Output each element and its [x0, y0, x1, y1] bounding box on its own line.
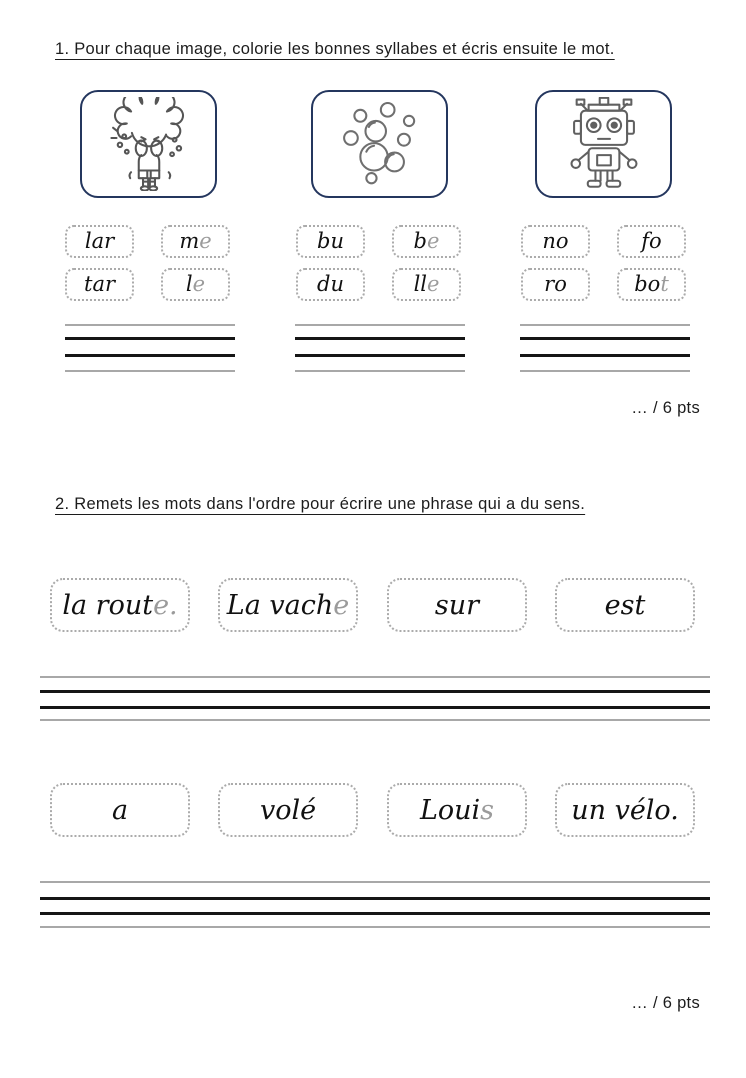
- syllable-text: m: [179, 229, 200, 253]
- syllable-text: fo: [641, 229, 662, 253]
- syllable-group-1: [65, 225, 230, 301]
- word-card[interactable]: [218, 783, 358, 837]
- word-silent-letters: s: [480, 794, 495, 826]
- syllable-box[interactable]: [65, 268, 134, 301]
- writing-line: [65, 337, 235, 340]
- syllable-silent-letters: e: [199, 229, 212, 253]
- syllable-box[interactable]: [296, 268, 365, 301]
- writing-line: [295, 337, 465, 340]
- crying-child-image: [93, 97, 205, 191]
- syllable-text: b: [413, 229, 427, 253]
- writing-line: [65, 370, 235, 372]
- writing-line: [40, 881, 710, 883]
- syllable-box[interactable]: [617, 268, 686, 301]
- syllable-text: bu: [317, 229, 344, 253]
- word-text: un vélo.: [571, 794, 679, 826]
- word-text: la rout: [62, 589, 154, 621]
- writing-line: [295, 354, 465, 357]
- syllable-box[interactable]: [392, 268, 461, 301]
- robot-image: [548, 97, 660, 191]
- exercise-1-title: 1. Pour chaque image, colorie les bonnes syllabes et écris ensuite le mot.: [55, 40, 615, 58]
- image-card-bubbles: [311, 90, 448, 198]
- writing-lines-sentence-1: [40, 676, 710, 726]
- writing-line: [40, 897, 710, 900]
- writing-line: [295, 370, 465, 372]
- syllable-box[interactable]: [296, 225, 365, 258]
- word-card[interactable]: [50, 783, 190, 837]
- syllable-text: tar: [84, 272, 115, 296]
- word-silent-letters: e.: [153, 589, 178, 621]
- syllable-group-3: [521, 225, 686, 301]
- image-card-robot: [535, 90, 672, 198]
- exercise-2-score: … / 6 pts: [631, 994, 700, 1012]
- writing-lines-sentence-2: [40, 881, 710, 931]
- writing-line: [295, 324, 465, 326]
- syllable-silent-letters: e: [427, 272, 440, 296]
- image-card-crying-child: [80, 90, 217, 198]
- syllable-box[interactable]: [392, 225, 461, 258]
- writing-lines-1: [65, 324, 235, 374]
- word-card[interactable]: [387, 578, 527, 632]
- word-text: sur: [434, 589, 480, 621]
- writing-line: [40, 690, 710, 693]
- syllable-silent-letters: e: [427, 229, 440, 253]
- exercise-2-title: 2. Remets les mots dans l'ordre pour écrire une phrase qui a du sens.: [55, 495, 586, 513]
- word-text: est: [604, 589, 646, 621]
- writing-line: [520, 370, 690, 372]
- syllable-text: bo: [634, 272, 661, 296]
- syllable-silent-letters: t: [660, 272, 669, 296]
- word-card[interactable]: [555, 783, 695, 837]
- word-silent-letters: e: [333, 589, 350, 621]
- syllable-box[interactable]: [617, 225, 686, 258]
- syllable-text: ll: [413, 272, 427, 296]
- writing-lines-2: [295, 324, 465, 374]
- syllable-text: l: [185, 272, 193, 296]
- writing-line: [65, 354, 235, 357]
- word-card[interactable]: [218, 578, 358, 632]
- writing-line: [520, 337, 690, 340]
- word-text: volé: [259, 794, 317, 826]
- word-card[interactable]: [555, 578, 695, 632]
- writing-line: [520, 324, 690, 326]
- exercise-1-score: … / 6 pts: [631, 399, 700, 417]
- syllable-text: no: [542, 229, 569, 253]
- word-card[interactable]: [50, 578, 190, 632]
- writing-line: [520, 354, 690, 357]
- writing-line: [40, 706, 710, 709]
- syllable-box[interactable]: [65, 225, 134, 258]
- syllable-box[interactable]: [521, 268, 590, 301]
- syllable-box[interactable]: [161, 225, 230, 258]
- syllable-text: du: [317, 272, 344, 296]
- word-text: La vach: [226, 589, 334, 621]
- syllable-box[interactable]: [161, 268, 230, 301]
- writing-line: [65, 324, 235, 326]
- syllable-silent-letters: e: [192, 272, 206, 296]
- syllable-text: lar: [84, 229, 115, 253]
- writing-line: [40, 719, 710, 721]
- word-text: Loui: [419, 794, 481, 826]
- writing-line: [40, 926, 710, 928]
- writing-line: [40, 912, 710, 915]
- word-text: a: [111, 794, 129, 826]
- syllable-text: ro: [544, 272, 567, 296]
- syllable-group-2: [296, 225, 461, 301]
- syllable-box[interactable]: [521, 225, 590, 258]
- bubbles-image: [324, 97, 436, 191]
- word-card[interactable]: [387, 783, 527, 837]
- writing-lines-3: [520, 324, 690, 374]
- writing-line: [40, 676, 710, 678]
